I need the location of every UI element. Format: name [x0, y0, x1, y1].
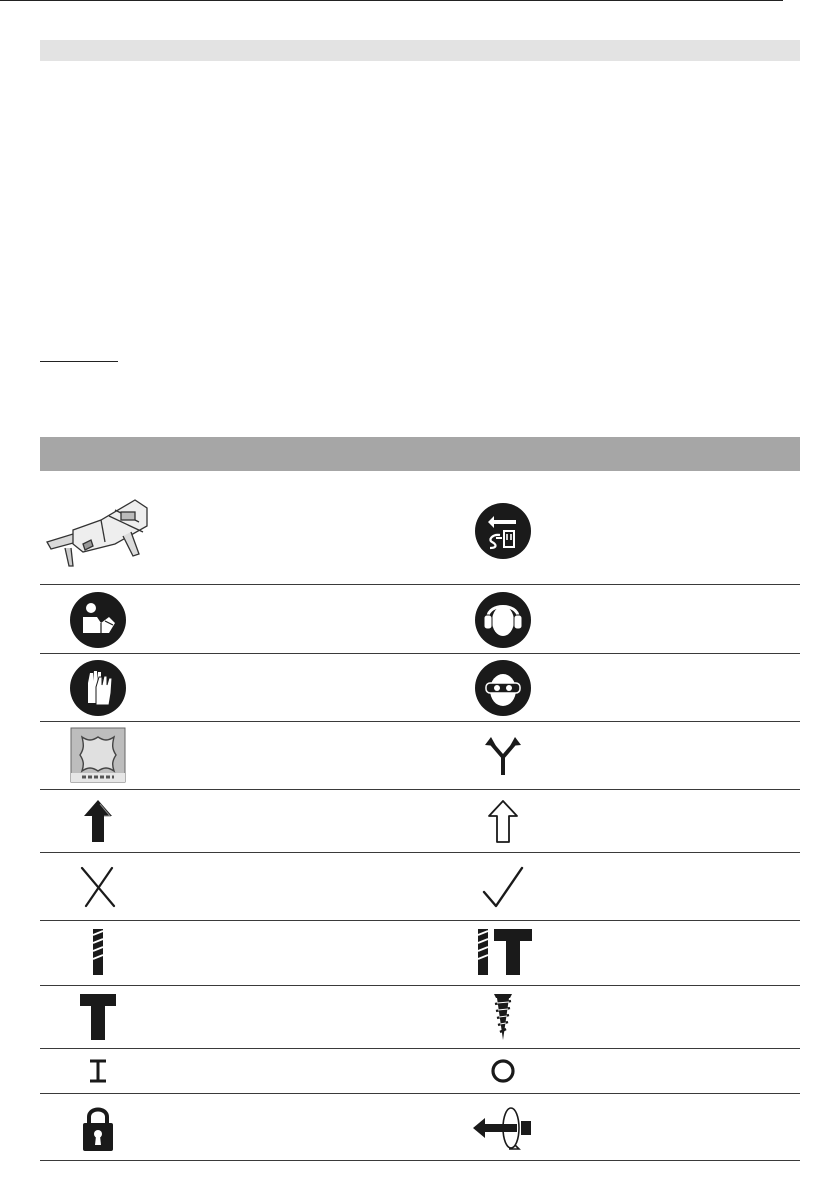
- table-rule: [40, 985, 800, 986]
- unplug-before-work-icon: [473, 501, 533, 561]
- table-rule: [40, 584, 800, 585]
- header-bar: [40, 40, 800, 61]
- table-rule: [40, 653, 800, 654]
- outline-arrow-up-icon: [483, 797, 523, 845]
- ear-protection-icon: [473, 590, 533, 650]
- filled-arrow-up-icon: [78, 797, 118, 845]
- drill-hammer-mode-icon: [473, 926, 535, 978]
- safety-gloves-icon: [68, 658, 128, 718]
- section-bar: [40, 437, 800, 471]
- table-rule: [40, 1093, 800, 1094]
- table-rule: [40, 789, 800, 790]
- on-position-icon: [488, 1056, 518, 1086]
- read-manual-icon: [68, 590, 128, 650]
- chisel-rotate-icon: [470, 1104, 534, 1152]
- hammer-mode-icon: [78, 991, 118, 1043]
- rotary-hammer-drawing: [42, 485, 152, 573]
- table-rule: [40, 1160, 800, 1161]
- check-icon: [480, 863, 526, 911]
- direction-selector-icon: [483, 733, 523, 777]
- table-rule: [40, 852, 800, 853]
- lock-icon: [80, 1102, 116, 1154]
- safety-goggles-icon: [473, 658, 533, 718]
- screw-icon: [491, 991, 515, 1043]
- off-position-icon: [84, 1056, 112, 1086]
- underlined-heading: [40, 361, 118, 362]
- sds-plus-icon: [68, 726, 128, 784]
- table-rule: [40, 920, 800, 921]
- table-rule: [40, 721, 800, 722]
- cross-icon: [76, 863, 120, 911]
- drill-bit-icon: [88, 926, 108, 978]
- top-edge-rule: [0, 0, 783, 1]
- table-rule: [40, 1048, 800, 1049]
